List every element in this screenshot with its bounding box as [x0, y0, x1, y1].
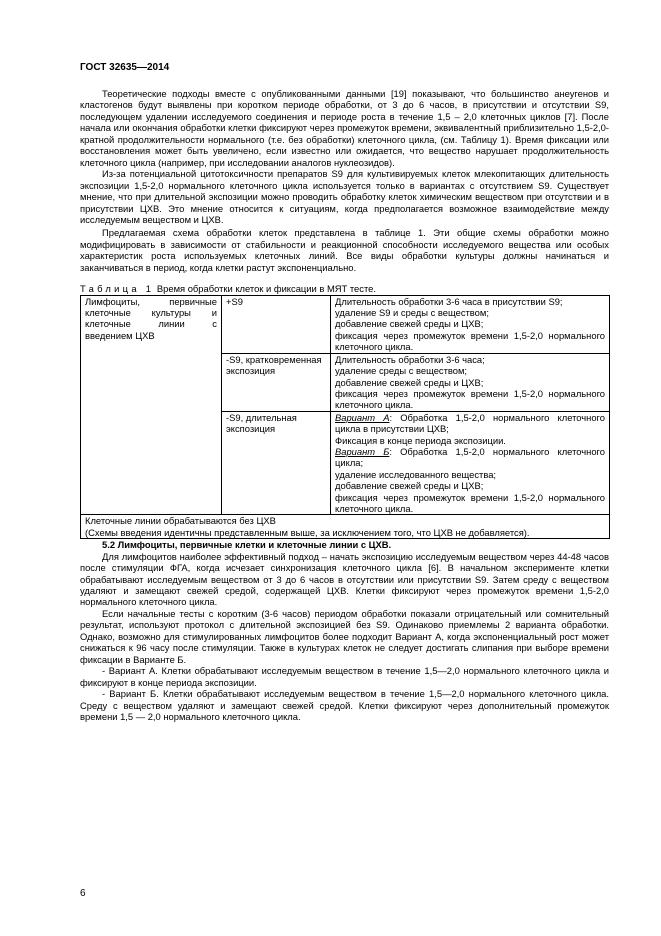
section-paragraph: - Вариант Б. Клетки обрабатывают исследуемым веществом в течение 1,5—2,0 нормального клеточного цикла. Среду с веществом удаляют и замещают свежей средой. Клетки фиксируют через дополнительный промежуток времени 1,5 — 2,0 нормального клеточного цикла.: [80, 688, 609, 722]
variant-a-text: : Обработка 1,5-2,0 нормального клеточного цикла в присутствии ЦХВ;: [335, 411, 605, 435]
table-footer-cell: [81, 515, 610, 539]
table-caption-label: Таблица 1: [80, 283, 155, 295]
document-header: ГОСТ 32635—2014: [80, 62, 170, 73]
paragraph-3: Предлагаемая схема обработки клеток представлена в таблице 1. Эти общие схемы обработки можно модифицировать в зависимости от стабильности и реакционной способности исследуемого вещества или особых характеристик роста используемых клеточных линий. Все виды обработки культуры должны начинаться и заканчиваться в период, когда клетки растут экспоненциально.: [80, 227, 609, 273]
page-number: 6: [80, 888, 86, 899]
table-footer-line: Клеточные линии обрабатываются без ЦХВ: [85, 515, 276, 527]
table-caption-text: Время обработки клеток и фиксации в МЯТ тесте.: [156, 283, 376, 295]
treatment-table: [80, 295, 610, 540]
procedure-line: удаление S9 и среды с веществом;: [335, 307, 489, 319]
condition-cell: -S9, кратковременная экспозиция: [222, 353, 331, 411]
procedure-line: удаление среды с веществом;: [335, 365, 468, 377]
variant-b-text: : Обработка 1,5-2,0 нормального клеточного цикла;: [335, 445, 605, 469]
table-footer-line: (Схемы введения идентичны представленным выше, за исключением того, что ЦХВ не добавляется).: [85, 526, 530, 538]
variant-a-line: [335, 412, 605, 435]
page-content: [80, 88, 609, 722]
procedure-cell: [331, 353, 610, 411]
procedure-line: добавление свежей среды и ЦХВ;: [335, 376, 484, 388]
procedure-line: удаление исследованного вещества;: [335, 468, 497, 480]
section-paragraph: Если начальные тесты с коротким (3-6 часов) периодом обработки показали отрицательный или сомнительный результат, используют протокол с длительной экспозицией без S9. Одинаково приемлемы 2 варианта обработки. Однако, возможно для стимулированных лимфоцитов более подходит Вариант А, когда экспоненциальный рост может снижаться к 96 часу после стимуляции. Также в культурах клеток не следует достигать слипания при выборе времени фиксации в Варианте Б.: [80, 607, 609, 665]
procedure-line: фиксация через промежуток времени 1,5-2,0 нормального клеточного цикла.: [335, 329, 605, 353]
procedure-line: Длительность обработки 3-6 часа;: [335, 353, 485, 365]
procedure-line: Длительность обработки 3-6 часа в присутствии S9;: [335, 295, 563, 307]
table-row: [81, 295, 610, 353]
procedure-line: добавление свежей среды и ЦХВ;: [335, 480, 484, 492]
section-title: 5.2 Лимфоциты, первичные клетки и клеточные линии с ЦХВ.: [102, 539, 392, 551]
procedure-line: фиксация через промежуток времени 1,5-2,0 нормального клеточного цикла.: [335, 491, 605, 514]
procedure-line: фиксация через промежуток времени 1,5-2,0 нормального клеточного цикла.: [335, 387, 605, 411]
table-row: [81, 515, 610, 539]
paragraph-1: Теоретические подходы вместе с опубликованными данными [19] показывают, что большинство анеугенов и кластогенов будут выявлены при коротком периоде обработки, от 3 до 6 часов, в присутствии и отсутствии S9, последующем удалении исследуемого соединения и периоде роста в течение 1,5 – 2,0 клеточных циклов [7]. После начала или окончания обработки клетки фиксируют через промежуток времени, эквивалентный приблизительно 1,5-2,0-кратной продолжительности нормального (т.е. без обработки) клеточного цикла, (см. Таблицу 1). Время фиксации или восстановления может быть увеличено, если известно или ожидается, что вещество нарушает продолжительность клеточного цикла (например, при исследовании аналогов нуклеозидов).: [80, 88, 609, 168]
group-label-cell: Лимфоциты, первичные клеточные культуры и клеточные линии с введением ЦХВ: [81, 295, 222, 515]
table-caption: [80, 283, 609, 294]
procedure-line: Фиксация в конце периода экспозиции.: [335, 434, 506, 446]
condition-cell: -S9, длительная экспозиция: [222, 411, 331, 515]
variant-b-label: Вариант Б: [335, 445, 390, 457]
variant-a-label: Вариант А: [335, 411, 390, 423]
procedure-line: добавление свежей среды и ЦХВ;: [335, 318, 484, 330]
procedure-cell: [331, 295, 610, 353]
paragraph-2: Из-за потенциальной цитотоксичности препаратов S9 для культивируемых клеток млекопитающих длительность экспозиции 1,5-2,0 нормального клеточного цикла используется только в вариантах с отсутствием S9. Существует мнение, что при длительной экспозиции можно проводить обработку клеток химическим веществом при отсутствии и в присутствии ЦХВ. Это мнение относится к ситуациям, когда предполагается возможное взаимодействие между исследуемым веществом и ЦХВ.: [80, 168, 609, 225]
section-paragraph: - Вариант А. Клетки обрабатывают исследуемым веществом в течение 1,5—2,0 нормального клеточного цикла и фиксируют в конце периода экспозиции.: [80, 665, 609, 688]
procedure-cell: [331, 411, 610, 515]
variant-b-line: [335, 446, 605, 469]
section-paragraph: Для лимфоцитов наиболее эффективный подход – начать экспозицию исследуемым веществом через 44-48 часов после стимуляции ФГА, когда исчезает синхронизация клеточного цикла [6]. В начальном эксперименте клетки обрабатывают исследуемым веществом от 3 до 6 часов в отсутствии или присутствии S9. Затем среду с веществом удаляют и замещают свежей средой, содержащей ЦХВ. Клетки фиксируют через промежуток времени 1,5-2,0 нормального клеточного цикла.: [80, 550, 609, 608]
condition-cell: +S9: [222, 295, 331, 353]
